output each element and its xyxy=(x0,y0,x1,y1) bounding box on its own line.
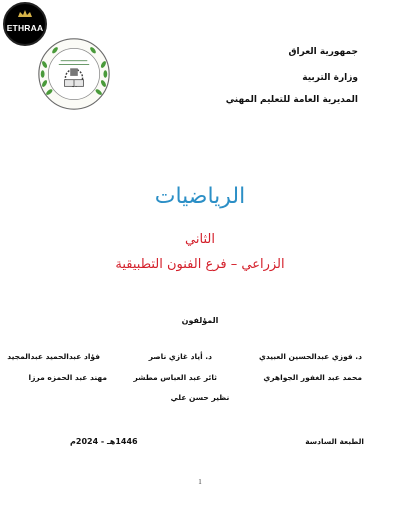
header-directorate: المديرية العامة للتعليم المهني xyxy=(225,95,358,105)
author-name: نظير حسن علي xyxy=(170,393,230,402)
author-name: محمد عبد الغفور الجواهري xyxy=(263,373,362,382)
ministry-seal xyxy=(36,36,112,112)
author-name: ثائر عبد العباس مطشر xyxy=(133,373,217,382)
author-name: د. أياد غازي ناصر xyxy=(148,352,212,361)
author-name: فؤاد عبدالحميد عبدالمجيد xyxy=(7,352,100,361)
badge-text: ETHRAA xyxy=(6,23,44,33)
book-grade: الثاني xyxy=(185,232,215,247)
page-number: 1 xyxy=(198,478,202,486)
header-ministry: وزارة التربية xyxy=(302,73,358,83)
publication-year: 1446هـ - 2024م xyxy=(70,437,138,446)
edition-label: الطبعة السادسة xyxy=(305,437,364,446)
authors-heading: المؤلفون xyxy=(181,316,219,325)
crown-icon xyxy=(17,10,33,18)
author-name: مهند عبد الحمزه مرزا xyxy=(28,373,107,382)
book-title: الرياضيات xyxy=(154,184,246,209)
book-branch: الزراعي – فرع الفنون التطبيقية xyxy=(115,257,285,272)
author-name: د. فوزي عبدالحسين العبيدي xyxy=(258,352,362,361)
header-country: جمهورية العراق xyxy=(288,47,358,57)
